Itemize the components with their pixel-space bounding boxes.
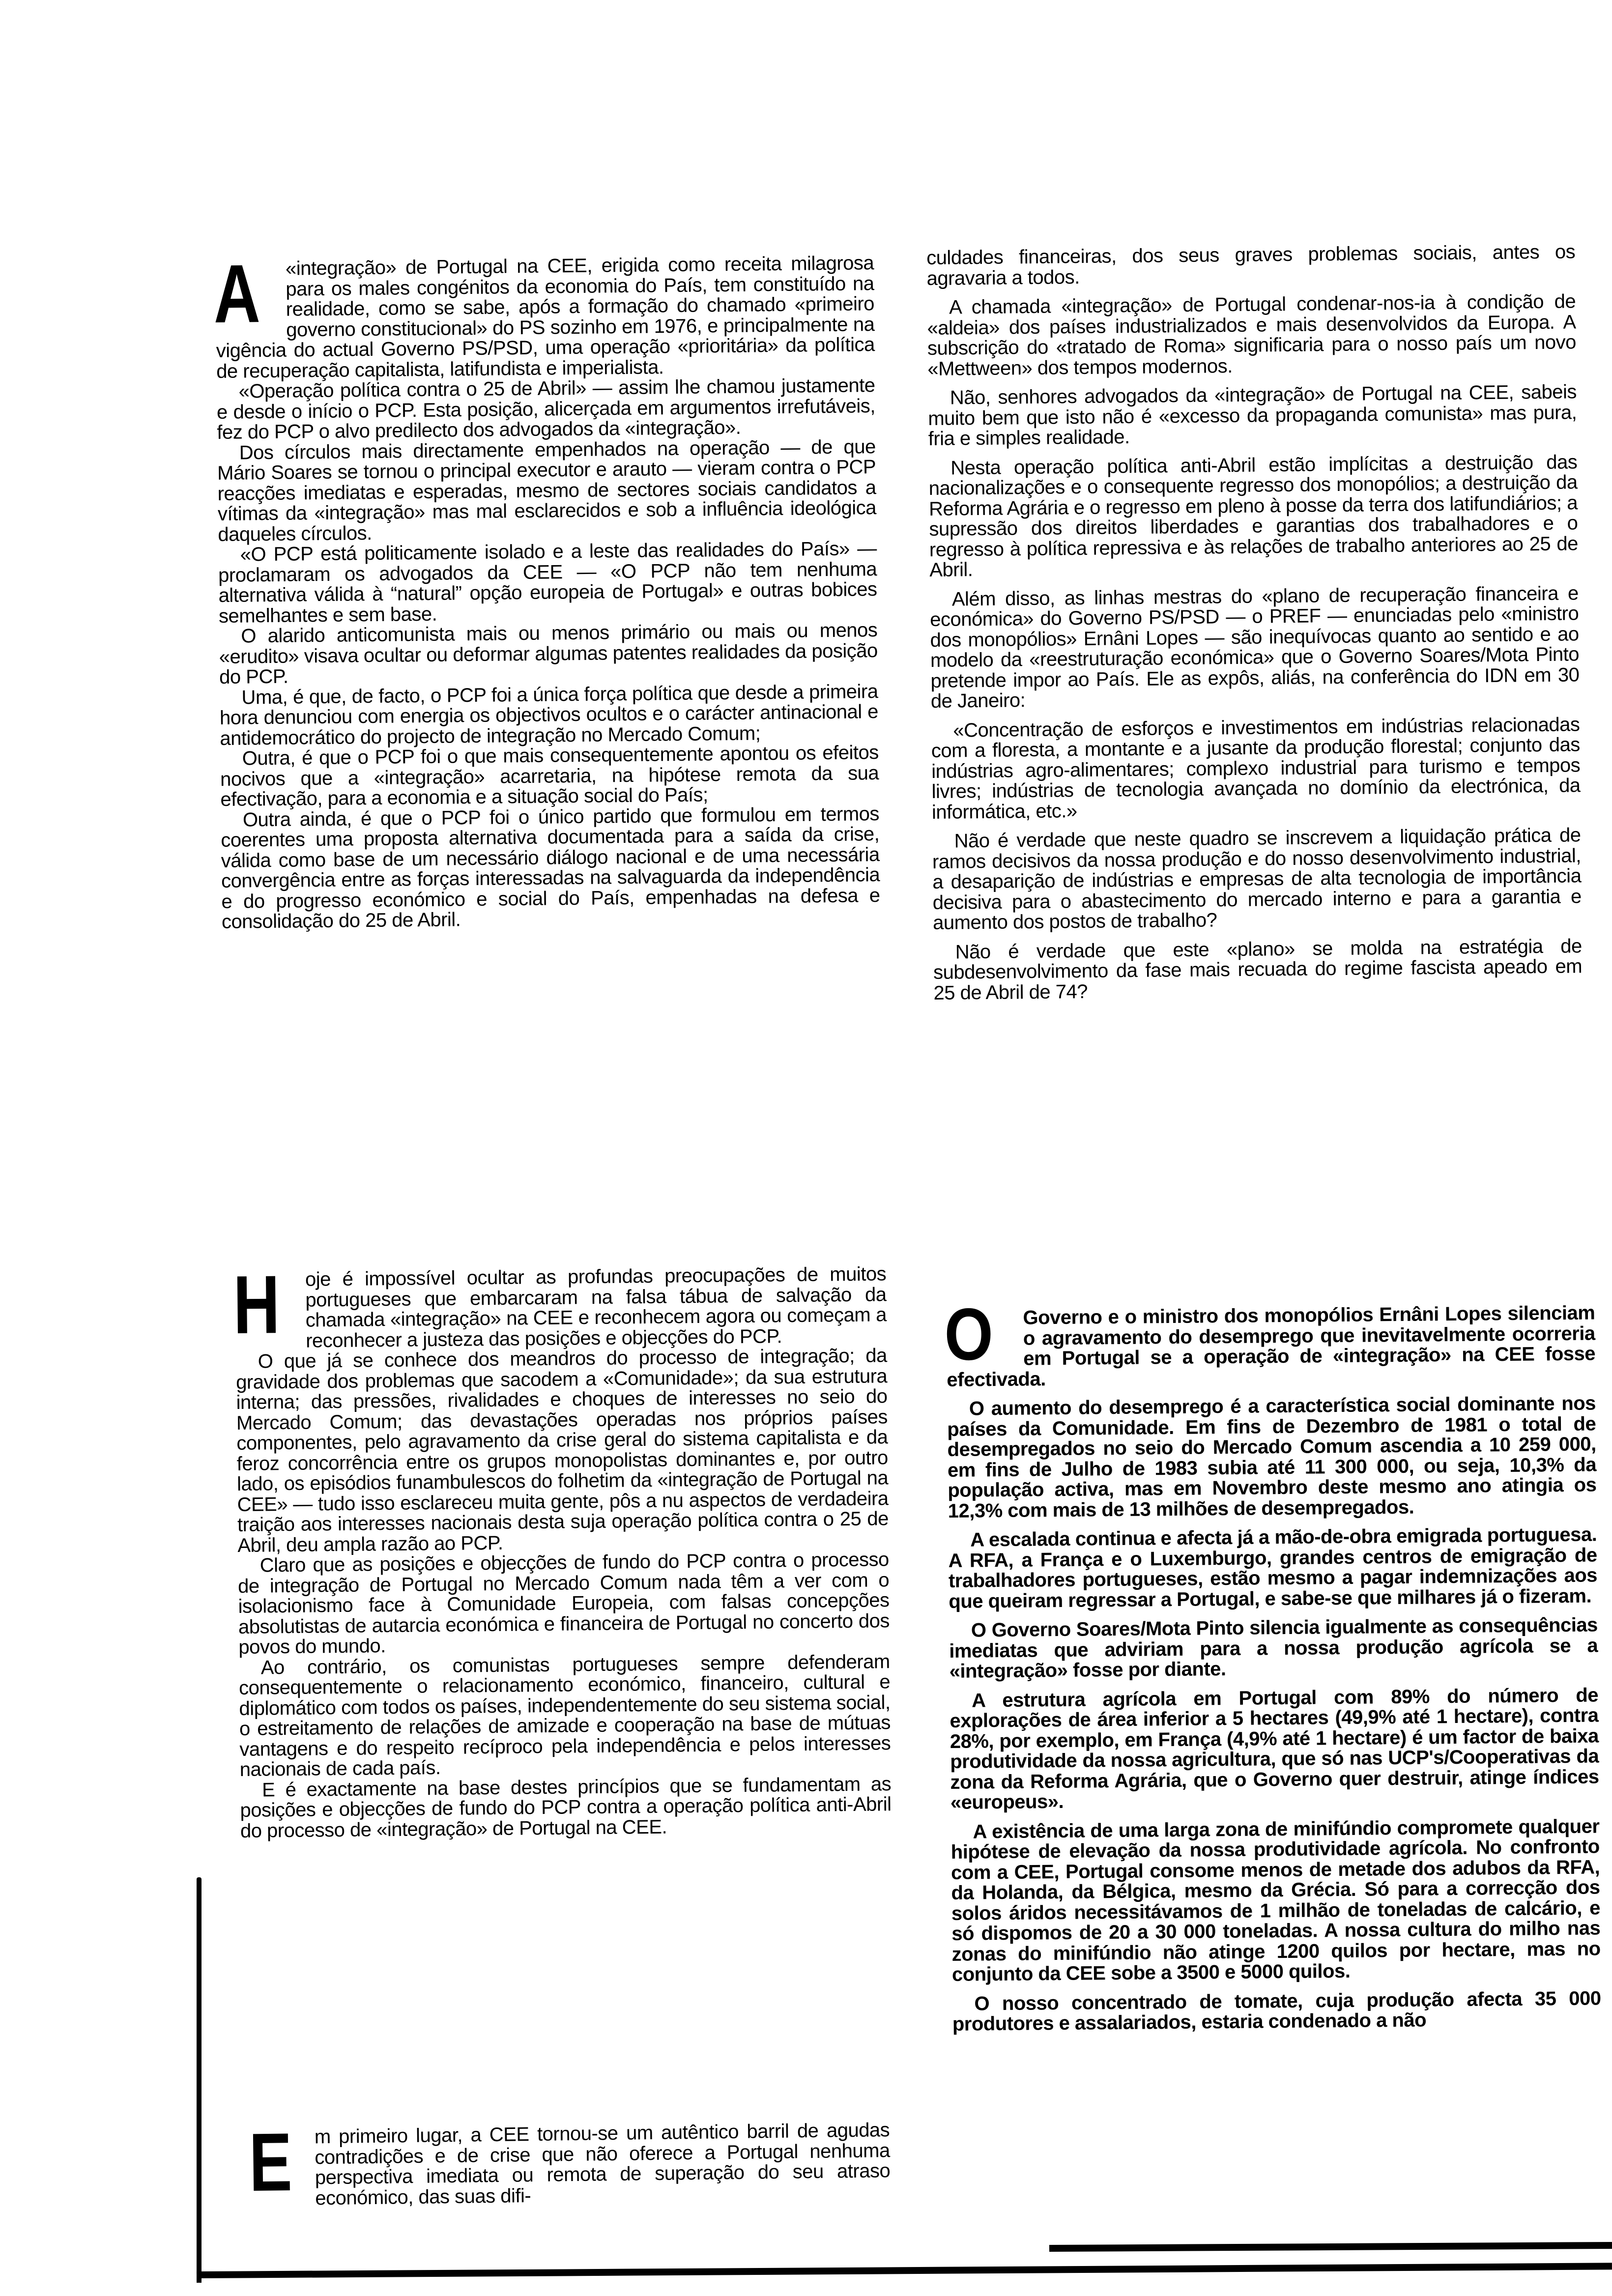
right-column-section-4 bbox=[946, 1294, 1601, 2035]
drop-cap-e: E bbox=[248, 2115, 293, 2209]
paragraph: O alarido anticomunista mais ou menos primário ou mais ou menos «erudito» visava ocultar ou deformar algumas patentes realidades da posição do PCP. bbox=[219, 619, 878, 688]
paragraph: Outra ainda, é que o PCP foi o único partido que formulou em termos coerentes uma proposta alternativa documentada para a saída da crise, válida como base de um necessário diálogo nacional e de uma necessária convergência entre as forças interessadas na salvaguarda da independência e do progresso económico e social do País, empenhadas na defesa e consolidação do 25 de Abril. bbox=[221, 803, 880, 933]
page-border-left-rule bbox=[197, 1877, 202, 2283]
paragraph: A existência de uma larga zona de minifúndio compromete qualquer hipótese de elevação da nossa produtividade agrícola. No confronto com a CEE, Portugal consome menos de metade dos adubos da RFA, da Holanda, da Bélgica, mesmo da Grécia. Só para a correcção dos solos áridos necessitávamos de 1 milhão de toneladas de calcário, e só dispomos de 20 a 30 000 toneladas. A nossa cultura do milho nas zonas do minifúndio não atinge 1200 quilos por hectare, mas no conjunto da CEE sobe a 3500 e 5000 quilos. bbox=[950, 1815, 1601, 1985]
left-column-section-1 bbox=[213, 247, 880, 933]
paragraph: «O PCP está politicamente isolado e a leste das realidades do País» — proclamaram os advogados da CEE — «O PCP não tem nenhuma alternativa válida à “natural” opção europeia de Portugal» e outras bobices semelhantes e sem base. bbox=[218, 538, 877, 627]
paragraph: O que já se conhece dos meandros do processo de integração; da gravidade dos problemas que sacodem a «Comunidade»; da sua estrutura interna; das pressões, rivalidades e choques de interesses no seio do Mercado Comum; das devastações operadas nos próprios países componentes, pelo agravamento da crise geral do sistema capitalista e da feroz concorrência entre os grupos monopolistas dominantes e, por outro lado, os episódios funambulescos do folhetim da «integração de Portugal na CEE» — tudo isso esclareceu muita gente, pôs a nu aspectos de verdadeira traição aos interesses nacionais desta suja operação política contra o 25 de Abril, deu ampla razão ao PCP. bbox=[235, 1345, 889, 1556]
paragraph: Outra, é que o PCP foi o que mais consequentemente apontou os efeitos nocivos que a «integração» acarretaria, na hipótese remota da sua efectivação, para a economia e a situação social do País; bbox=[220, 742, 879, 810]
paragraph: O aumento do desemprego é a característica social dominante nos países da Comunidade. Em fins de Dezembro de 1981 o total de desempregados no seio do Mercado Comum ascendia a 10 259 000, em fins de Julho de 1983 subia até 11 300 000, ou seja, 10,3% da população activa, mas em Novembro deste mesmo ano atingia os 12,3% com mais de 13 milhões de desempregados. bbox=[947, 1392, 1597, 1522]
paragraph: A escalada continua e afecta já a mão-de-obra emigrada portuguesa. A RFA, a França e o Luxemburgo, grandes centros de emigração de trabalhadores portugueses, estão mesmo a pagar indemnizações aos que queiram regressar a Portugal, e sabe-se que milhares já o fizeram. bbox=[948, 1523, 1598, 1612]
paragraph: A estrutura agrícola em Portugal com 89% do número de explorações de área inferior a 5 hectares (49,9% até 1 hectare), contra 28%, por exemplo, em França (4,9% até 1 hectare) é um factor de baixa produtividade da nossa agricultura, que só nas UCP's/Cooperativas da zona da Reforma Agrária, que o Governo quer destruir, atinge índices «europeus». bbox=[950, 1684, 1599, 1813]
drop-cap-o: O bbox=[944, 1292, 994, 1376]
drop-cap-a: A bbox=[213, 247, 260, 341]
left-column-section-3 bbox=[248, 2115, 891, 2210]
paragraph: Não é verdade que este «plano» se molda na estratégia de subdesenvolvimento da fase mais recuada do regime fascista apeado em 25 de Abril de 74? bbox=[933, 935, 1583, 1004]
paragraph: «Operação política contra o 25 de Abril» — assim lhe chamou justamente e desde o início o PCP. Esta posição, alicerçada em argumentos irrefutáveis, fez do PCP o alvo predilecto dos advogados da «integração». bbox=[216, 374, 876, 443]
paragraph: A chamada «integração» de Portugal condenar-nos-ia à condição de «aldeia» dos países industrializados e mais desenvolvidos da Europa. A subscrição do «tratado de Roma» significaria para o nosso país um novo «Mettween» dos tempos modernos. bbox=[927, 290, 1577, 380]
paragraph: Dos círculos mais directamente empenhados na operação — de que Mário Soares se tornou o principal executor e arauto — vieram contra o PCP reacções imediatas e esperadas, mesmo de sectores sociais candidatos a vítimas da «integração» mas mal esclarecidos e sob a influência ideológica daqueles círculos. bbox=[217, 435, 877, 545]
drop-cap-h: H bbox=[232, 1258, 280, 1351]
paragraph: «integração» de Portugal na CEE, erigida como receita milagrosa para os males congénitos da economia do País, tem constituído na realidade, como se sabe, após a formação do chamado «primeiro governo constitucional» do PS sozinho em 1976, e principalmente na vigência do actual Governo PS/PSD, uma operação «prioritária» da política de recuperação capitalista, latifundista e imperialista. bbox=[216, 252, 875, 382]
paragraph: Nesta operação política anti-Abril estão implícitas a destruição das nacionalizações e o consequente regresso dos monopólios; a destruição da Reforma Agrária e o regresso em pleno à posse da terra dos latifundiários; a supressão dos direitos liberdades e garantias dos trabalhadores e o regresso à política repressiva e às relações de trabalho anteriores ao 25 de Abril. bbox=[928, 451, 1579, 581]
paragraph: O Governo Soares/Mota Pinto silencia igualmente as consequências imediatas que adviriam para a nossa produção agrícola se a «integração» fosse por diante. bbox=[949, 1614, 1598, 1682]
paragraph: Governo e o ministro dos monopólios Ernâni Lopes silenciam o agravamento do desemprego que inevitavelmente ocorreria em Portugal se a operação de «integração» na CEE fosse efectivada. bbox=[947, 1302, 1596, 1391]
paragraph: Ao contrário, os comunistas portugueses sempre defenderam consequentemente o relacionamento económico, financeiro, cultural e diplomático com todos os países, independentemente do seu sistema social, o estreitamento de relações de amizade e cooperação na base de mútuas vantagens e do respeito recíproco pela independência e pelos interesses nacionais de cada país. bbox=[238, 1650, 891, 1780]
paragraph: m primeiro lugar, a CEE tornou-se um autêntico barril de agudas contradições e de crise que não oferece a Portugal nenhuma perspectiva imediata ou remota de superação do seu atraso económico, das suas difi- bbox=[314, 2119, 891, 2209]
paragraph: Não é verdade que neste quadro se inscrevem a liquidação prática de ramos decisivos da nossa produção e do nosso desenvolvimento industrial, a desaparição de indústrias e empresas de alta tecnologia de importância decisiva para o abastecimento do mercado interno e para a garantia e aumento dos postos de trabalho? bbox=[932, 824, 1582, 934]
paragraph: oje é impossível ocultar as profundas preocupações de muitos portugueses que embarcaram na falsa tábua de salvação da chamada «integração» na CEE e reconhecem agora ou começam a reconhecer a justeza das posições e objecções do PCP. bbox=[305, 1263, 887, 1352]
page-border-bottom-right-rule bbox=[1049, 2242, 1612, 2252]
paragraph: culdades financeiras, dos seus graves problemas sociais, antes os agravaria a todos. bbox=[926, 241, 1576, 289]
paragraph: E é exactamente na base destes princípios que se fundamentam as posições e objecções de fundo do PCP contra a operação política anti-Abril do processo de «integração» de Portugal na CEE. bbox=[240, 1773, 892, 1842]
paragraph: Uma, é que, de facto, o PCP foi a única força política que desde a primeira hora denunciou com energia os objectivos ocultos e o carácter antinacional e antidemocrático do projecto de integração no Mercado Comum; bbox=[219, 680, 879, 749]
paragraph: Não, senhores advogados da «integração» de Portugal na CEE, sabeis muito bem que isto não é «excesso da propaganda comunista» mas pura, fria e simples realidade. bbox=[928, 381, 1577, 450]
paragraph: Além disso, as linhas mestras do «plano de recuperação financeira e económica» do Governo PS/PSD — o PREF — enunciadas pelo «ministro dos monopólios» Ernâni Lopes — são inequívocas quanto ao sentido e ao modelo da «reestruturação económica» que o Governo Soares/Mota Pinto pretende impor ao País. Ele as expôs, aliás, na conferência do IDN em 30 de Janeiro: bbox=[930, 582, 1580, 712]
paragraph: Claro que as posições e objecções de fundo do PCP contra o processo de integração de Portugal no Mercado Comum nada têm a ver com o isolacionismo face à Comunidade Europeia, com falsas concepções absolutistas de autarcia económica e financeira de Portugal no concerto dos povos do mundo. bbox=[237, 1549, 890, 1658]
paragraph: O nosso concentrado de tomate, cuja produção afecta 35 000 produtores e assalariados, estaria condenado a não bbox=[952, 1987, 1601, 2035]
left-column-section-2 bbox=[232, 1258, 892, 1842]
right-column-section-3-continued bbox=[926, 242, 1583, 1004]
quote-paragraph: «Concentração de esforços e investimentos em indústrias relacionadas com a floresta, a montante e a jusante da produção florestal; conjunto das indústrias agro-alimentares; complexo industrial para turismo e tempos livres; indústrias de tecnologia avançada no domínio da electrónica, da informática, etc.» bbox=[931, 713, 1581, 823]
page-border-bottom-rule bbox=[197, 2263, 1612, 2278]
